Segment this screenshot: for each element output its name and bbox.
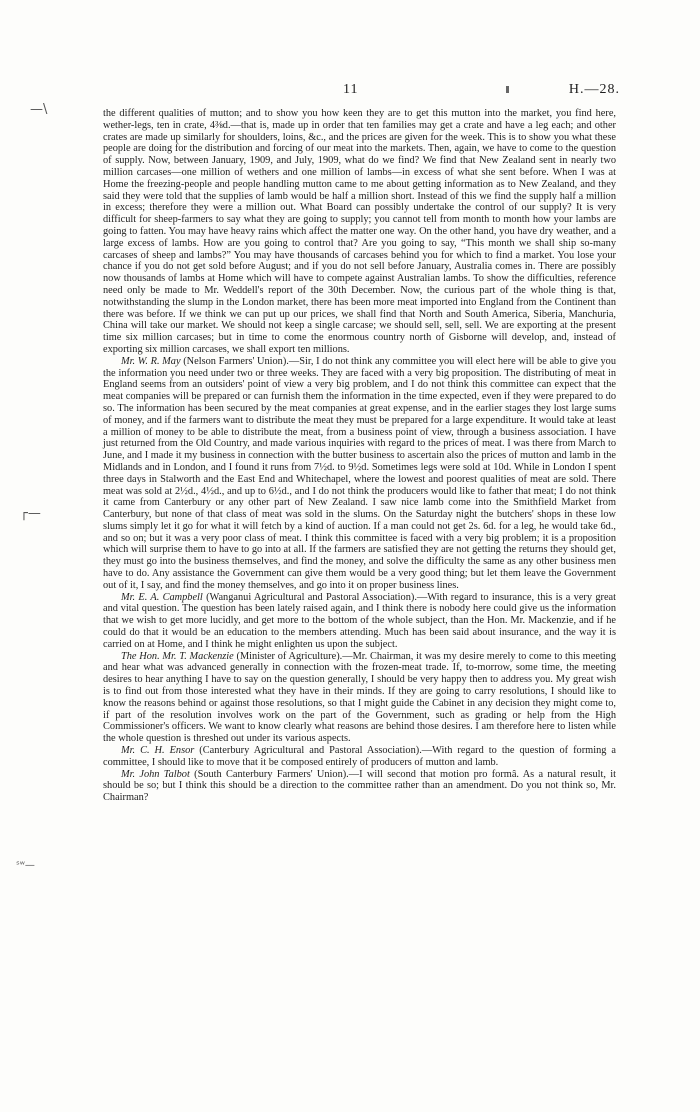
paragraph-text: (Wanganui Agricultural and Pastoral Association).—With regard to insurance, this is a very great and vital question. The question has been lately raised again, and I think there is nobody here could give us the information that we wish to get more lucidly, and get more to the bottom of the whole subject, than the Hon. Mr. Mackenzie, and if he could do that it would be an education to the members attending. Much has been said about insurance, and the way it is carried on at Home, and I think he might enlighten us upon the subject. bbox=[103, 591, 616, 650]
paragraph bbox=[103, 745, 616, 769]
document-reference: H.—28. bbox=[568, 82, 620, 97]
speaker-name: The Hon. Mr. T. Mackenzie bbox=[121, 650, 234, 662]
margin-mark: —\ bbox=[30, 102, 48, 117]
speaker-name: Mr. W. R. May bbox=[121, 355, 181, 367]
margin-mark: ┌— bbox=[20, 506, 41, 521]
speaker-name: Mr. E. A. Campbell bbox=[121, 591, 203, 603]
margin-tick bbox=[506, 86, 509, 93]
page-header bbox=[0, 82, 700, 102]
page-number: 11 bbox=[343, 82, 359, 97]
paragraph-text: the different qualities of mutton; and to show you how keen they are to get this mutton into the market, you find here, wether-legs, ten in crate, 4⅜d.—that is, made up in order that ten families may get a crate and have a leg each; and other crates are made up similarly for shoulders, loins, &c., and the prices are given for the week. This is to show you what these people are doing for the distribution and forcing of our meat into the markets. Then, again, we have to come to the question of supply. Now, between January, 1909, and July, 1909, what do we find? We find that New Zealand sent in nearly two million carcases—one million of wethers and one million of lambs—in excess of what she sent before. When I was at Home the freezing-people and people handling mutton came to me about getting information as to New Zealand, and they said they were told that the supplies of lamb would be half a million short. Instead of this we find the supply half a million in excess; therefore they were a million out. What Board can possibly undertake the control of our supply? It is very difficult for sheep-farmers to say what they are going to supply; you cannot tell from month to month how your lambs are going to fatten. You may have heavy rains which affect the matter one way. On the other hand, you have dry weather, and a large excess of lambs. How are you going to control that? Are you going to say, “This month we shall ship so-many carcases of sheep and lambs?” You may have thousands of carcases behind you for which to find a market. You lose your chance if you do not get sold before August; and if you do not sell before January, Australia comes in. There are possibly now thousands of lambs at Home which will have to compete against Australian lambs. To show the difficulties, reference need only be made to Mr. Weddell's report of the 30th December. Now, the curious part of the whole thing is that, notwithstanding the slump in the London market, there has been more meat imported into England from the Continent than there was before. If we think we can put up our prices, we shall find that North and South America, Siberia, Manchuria, China will take our market. We should not keep a single carcase; we should sell, sell, sell. We are exporting at the present time six million carcases; but in time to come the enormous country north of Gisborne will develop, and, instead of exporting six million carcases, we shall export ten millions. bbox=[103, 108, 616, 355]
speaker-name: Mr. C. H. Ensor bbox=[121, 745, 195, 757]
paragraph bbox=[103, 108, 616, 356]
paragraph bbox=[103, 356, 616, 592]
margin-mark: ˢʷ— bbox=[16, 860, 35, 871]
paragraph-text: (South Canterbury Farmers' Union).—I will second that motion pro formâ. As a natural result, it should be so; but I think this should be a direction to the committee rather than an amendment. Do you not think so, Mr. Chairman? bbox=[103, 768, 616, 804]
paragraph bbox=[103, 651, 616, 745]
paragraph-text: (Canterbury Agricultural and Pastoral Association).—With regard to the question of forming a committee, I should like to move that it be composed entirely of producers of mutton and lamb. bbox=[103, 745, 617, 768]
paragraph-text: (Nelson Farmers' Union).—Sir, I do not think any committee you will elect here will be able to give you the information you need under two or three weeks. They are faced with a very big proposition. The distributing of meat in England seems from an outsiders' point of view a very big problem, and I do not think this committee can expect that the meat companies will be prepared or can furnish them the information in the time expected, even if they were prepared to do so. The information has been secured by the meat companies at great expense, and in the earlier stages they lost large sums of money, and if the farmers want to distribute the meat they must be prepared for a large expenditure. It would take at least a million of money to be able to distribute the meat, from a business point of view, through a business association. I have just returned from the Old Country, and made various inquiries with regard to the prices of meat. I was there from March to June, and I made it my business in connection with the butter business to ascertain also the prices of mutton and lamb in the Midlands and in London, and I found it runs from 7½d. to 9½d. Sometimes legs were sold at 10d. While in London I spent three days in Stalworth and the East End and Whitechapel, where the lowest and poorest qualities of meat are sold. There meat was sold at 2½d., 4½d., and up to 6½d., and I do not think the producers would like to father that meat; I do not think it came from Canterbury or any other part of New Zealand. I saw nice lamb come into the Smithfield Market from Canterbury, but none of that class of meat was sold in the slums. On the Saturday night the butchers' shops in these low slums simply let it go for what it will fetch by a kind of auction. If a man could not get 2s. 6d. for a leg, he would take 6d., and so on; but it was a very poor class of meat. I think this committee is faced with a very big problem; it is a proposition which will surprise them to have to go into at all. If the farmers are satisfied they are not getting the returns they should get, they must go into the business themselves, and find the money, and solve the difficulty the same as any other business men have to do. Any assistance the Government can give them would be a very good thing; but let them leave the Government out of it, I say, and find the money themselves, and go into it on proper business lines. bbox=[103, 355, 616, 591]
paragraph bbox=[103, 769, 616, 804]
body-text bbox=[103, 108, 616, 804]
paragraph bbox=[103, 592, 616, 651]
speaker-name: Mr. John Talbot bbox=[121, 768, 190, 780]
paragraph-text: (Minister of Agriculture).—Mr. Chairman, it was my desire merely to come to this meeting and hear what was advanced generally in connection with the frozen-meat trade. If, to-morrow, some time, the meeting desires to hear anything I have to say on the question generally, I should be very happy then to address you. My great wish is to find out from those interested what they have in their minds. If they are going to carry resolutions, I should like to know the reasons behind or against those resolutions, so that I might guide the Cabinet in any decision they might come to, if part of the resolution involves work on the part of the Government, such as grading or help from the High Commissioner's officers. We want to know clearly what reasons are behind those desires. I am therefore here to listen while the whole question is threshed out under its various aspects. bbox=[103, 650, 616, 745]
